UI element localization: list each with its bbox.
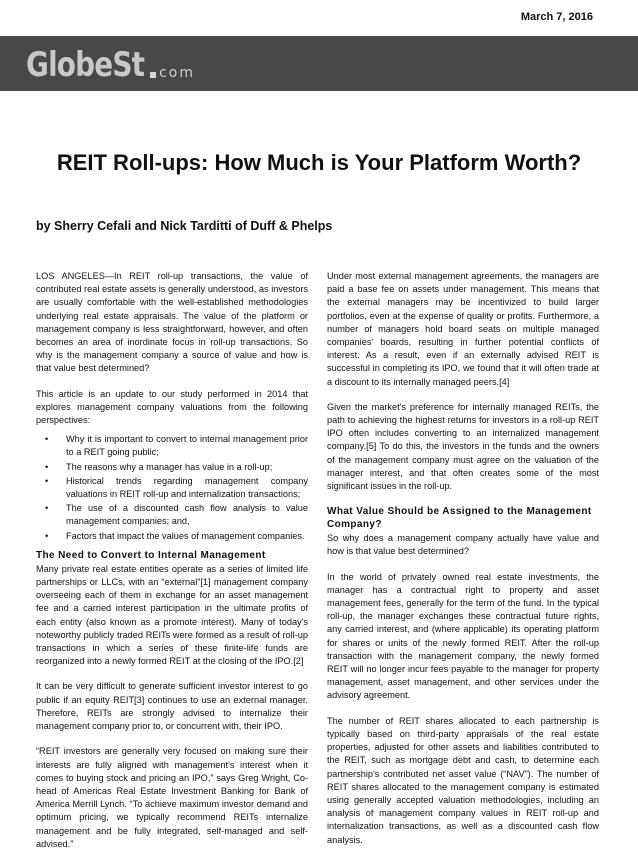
right-column (327, 270, 599, 859)
article-byline: by Sherry Cefali and Nick Tarditti of Duff & Phelps (36, 219, 333, 233)
logo-wordmark: GlobeSt (26, 45, 145, 85)
section-heading: The Need to Convert to Internal Management (36, 549, 266, 561)
perspectives-list (36, 433, 308, 543)
paragraph: In the world of privately owned real estate investments, the manager has a contractual right to property and asset management fees, generally for the term of the fund. In the typical roll-up, the manager exchanges these contractual future rights, any carried interest, and (where applicable) its operating platform for shares or units of the newly formed REIT. After the roll-up transaction with the management company, the newly formed REIT will no longer incur fees payable to the manager for property management, asset management, and other services under the advisory agreement. (327, 571, 599, 701)
left-column (36, 270, 308, 863)
list-item: • The reasons why a manager has value in a roll-up; (66, 461, 308, 474)
publication-date: March 7, 2016 (520, 11, 593, 23)
paragraph: It can be very difficult to generate sufficient investor interest to go public if an equity REIT[3] continues to use an external manager. Therefore, REITs are strongly advised to internalize their management company prior to, or concurrent with, their IPO. (36, 681, 308, 732)
list-item: • The use of a discounted cash flow analysis to value management companies; and, (66, 502, 308, 528)
paragraph: This article is an update to our study performed in 2014 that explores management company valuations from the following perspectives: (36, 388, 308, 426)
list-item: • Factors that impact the values of management companies. (66, 530, 308, 543)
list-item: • Why it is important to convert to internal management prior to a REIT going public; (66, 433, 308, 459)
paragraph: Given the market's preference for internally managed REITs, the path to achieving the highest returns for investors in a roll-up REIT IPO often includes converting to an internalized management company.[5] To do this, the investors in the funds and the owners of the management company must agree on the valuation of the manager interest, and that often creates some of the most significant issues in the roll-up. (327, 401, 599, 492)
paragraph: LOS ANGELES—In REIT roll-up transactions, the value of contributed real estate assets is generally understood, as investors are usually comfortable with the well-established methodologies underlying real estate appraisals. The value of the platform or management company is less straightforward, however, and often becomes an area of inordinate focus in roll-up transactions. So why is the management company a source of value and how is that value best determined? (36, 271, 308, 374)
paragraph: The number of REIT shares allocated to each partnership is typically based on third-party appraisals of the real estate properties, adjusted for other assets and liabilities contributed to the REIT, such as mortgage debt and cash, to determine each partnership's contributed net asset value (“NAV”). The number of REIT shares allocated to the management company is estimated using generally accepted valuation methodologies, including an analysis of management company values in REIT roll-up and internalization transactions, as well as a discounted cash flow analysis. (327, 715, 599, 845)
masthead-banner (0, 36, 638, 91)
section-heading: What Value Should be Assigned to the Management Company? (327, 506, 592, 531)
paragraph: So why does a management company actually have value and how is that value best determined? (327, 533, 599, 557)
list-item: • Historical trends regarding management company valuations in REIT roll-up and internalization transactions; (66, 475, 308, 501)
paragraph: Under most external management agreements, the managers are paid a base fee on assets under management. This means that the external managers may be incentivized to build larger portfolios, even at the expense of quality or profits. Furthermore, a number of managers hold board seats on multiple managed companies' boards, resulting in further potential conflicts of interest. As a result, even if an externally advised REIT is successful in completing its IPO, we found that it will often trade at a discount to its internally managed peers.[4] (327, 271, 599, 387)
article-title: REIT Roll-ups: How Much is Your Platform Worth? (56, 150, 582, 175)
paragraph: Many private real estate entities operate as a series of limited life partnerships or LLCs, with an “external”[1] management company overseeing each of them in exchange for an asset management fee and a carried interest participation in the ultimate profits of each entity (also known as a promote interest). Many of today's noteworthy publicly traded REITs were formed as a result of roll-up transactions in which a series of these finite-life funds are reorganized into a newly formed REIT at the closing of the IPO.[2] (36, 563, 308, 667)
globest-logo[interactable] (26, 42, 195, 85)
logo-suffix: com (159, 65, 195, 81)
paragraph: “REIT investors are generally very focused on making sure their interests are fully aligned with management's interest when it comes to buying stock and pricing an IPO,” says Greg Wright, Co-head of Americas Real Estate Investment Banking for Bank of America Merrill Lynch. “To achieve maximum investor demand and optimum pricing, we typically recommend REITs internalize management and be fully integrated, self-managed and self-advised.” (36, 746, 308, 849)
logo-dot (150, 72, 156, 78)
